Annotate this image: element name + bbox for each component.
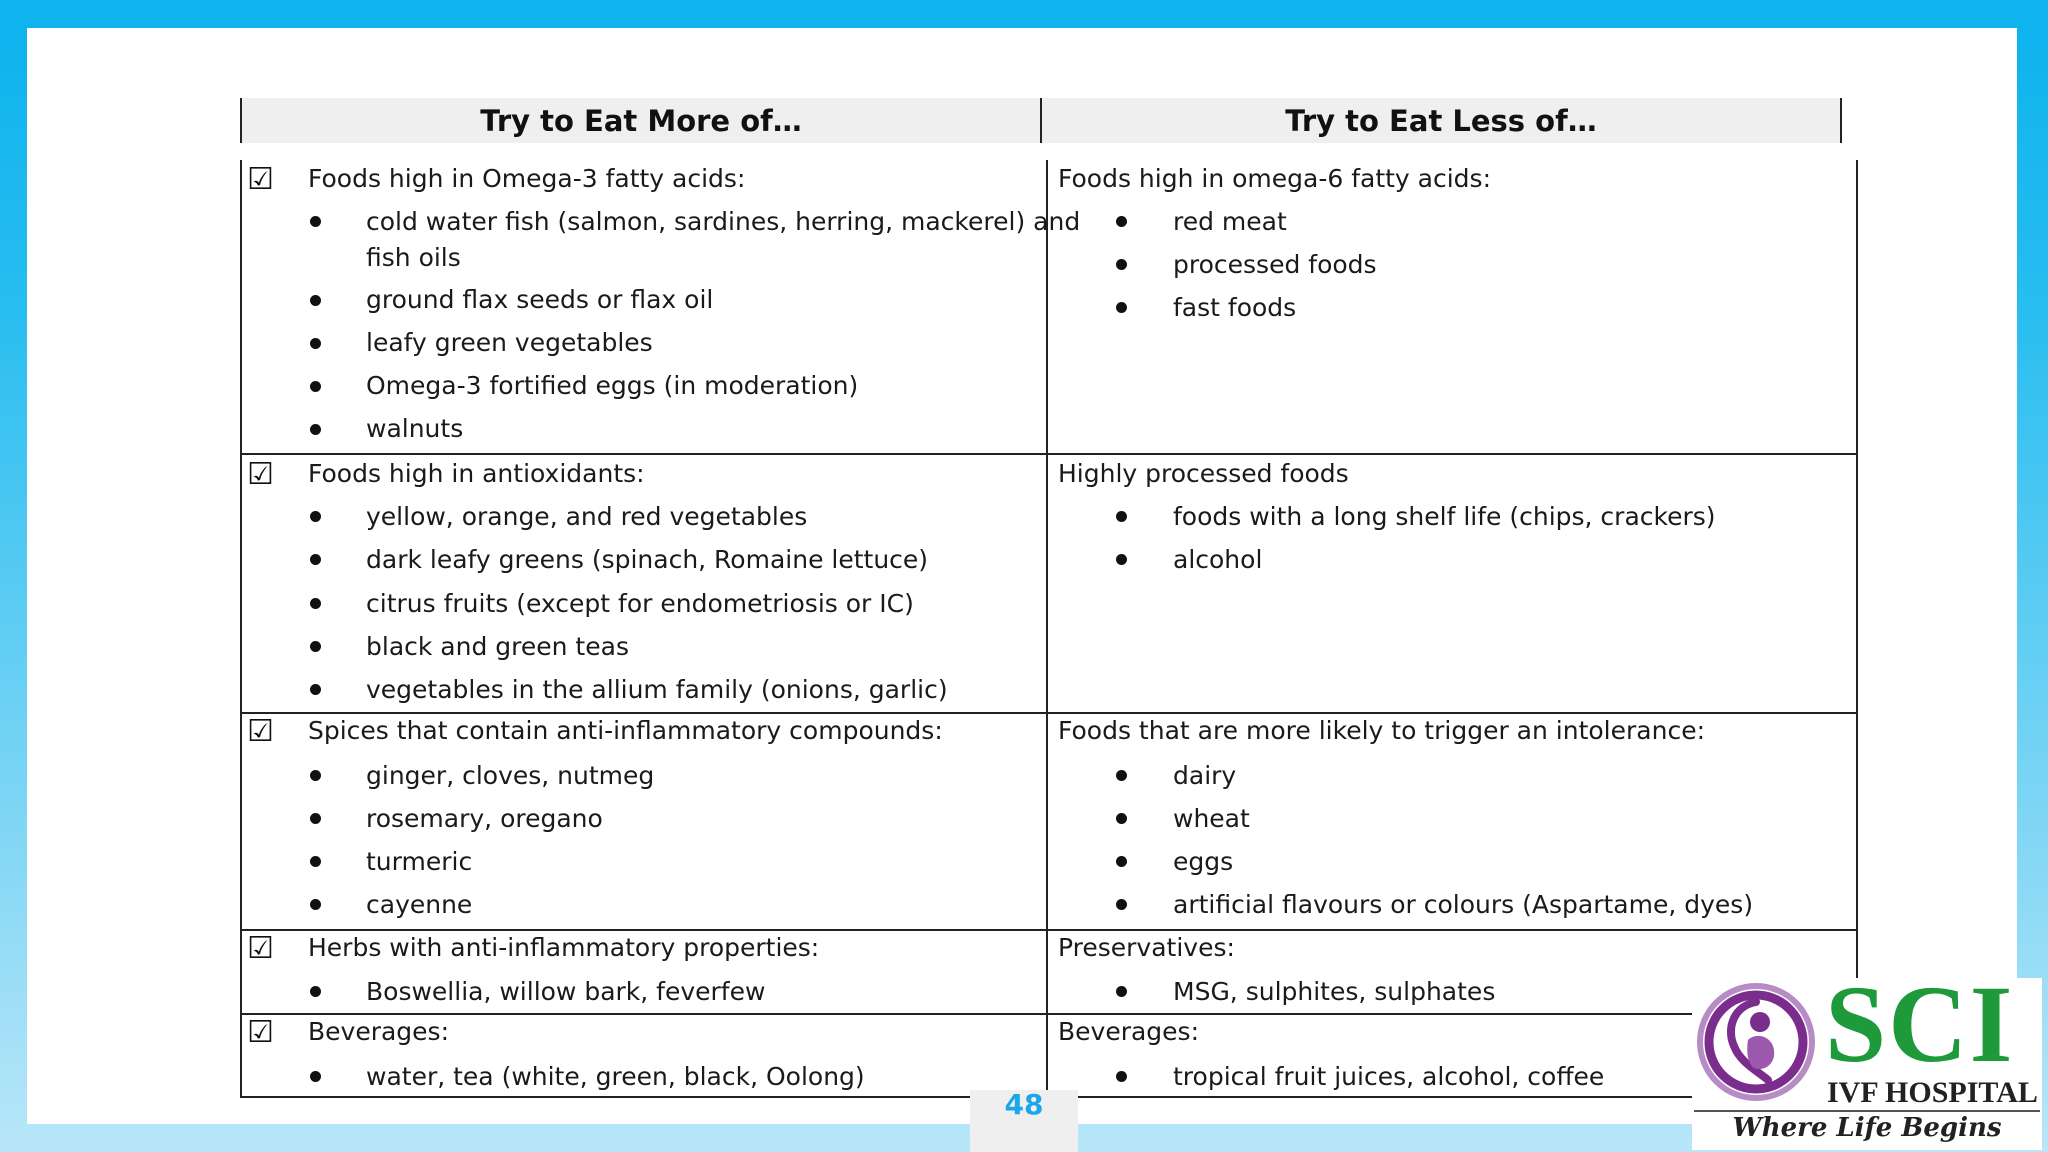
bullet-icon [310,770,321,781]
checkbox-icon: ☑ [247,931,274,966]
logo-divider [1694,1110,2040,1112]
header-eat-more: Try to Eat More of… [480,103,802,138]
bullet-icon [310,899,321,910]
mother-child-emblem-icon [1694,980,1818,1104]
table-row-spices [242,714,1856,931]
list-item: wheat [1173,804,1250,833]
list-item: turmeric [366,847,473,876]
bullet-icon [1116,511,1127,522]
less-heading: Highly processed foods [1058,459,1349,488]
bullet-icon [1116,899,1127,910]
list-item: artificial flavours or colours (Aspartame, dyes) [1173,890,1754,919]
bullet-icon [310,511,321,522]
list-item: red meat [1173,207,1287,236]
bullet-icon [1116,856,1127,867]
list-item: Boswellia, willow bark, feverfew [366,977,766,1006]
bullet-icon [310,813,321,824]
list-item: Omega-3 fortified eggs (in moderation) [366,371,859,400]
table-header-row [240,98,1842,143]
bullet-icon [310,598,321,609]
more-heading: Foods high in antioxidants: [308,459,645,488]
bullet-icon [310,424,321,435]
more-heading: Spices that contain anti-inflammatory compounds: [308,716,943,745]
list-item: MSG, sulphites, sulphates [1173,977,1496,1006]
less-heading: Foods high in omega-6 fatty acids: [1058,164,1491,193]
list-item: ginger, cloves, nutmeg [366,761,655,790]
less-heading: Preservatives: [1058,933,1235,962]
list-item: fast foods [1173,293,1297,322]
bullet-icon [310,684,321,695]
list-item: leafy green vegetables [366,328,653,357]
bullet-icon [310,554,321,565]
bullet-icon [1116,770,1127,781]
list-item: rosemary, oregano [366,804,603,833]
list-item: yellow, orange, and red vegetables [366,502,808,531]
table-row-beverages [242,1015,1856,1098]
bullet-icon [310,986,321,997]
table-row-herbs [242,931,1856,1015]
checkbox-icon: ☑ [247,714,274,749]
bullet-icon [310,856,321,867]
less-heading: Beverages: [1058,1017,1200,1046]
table-row-omega [242,160,1856,455]
list-item: tropical fruit juices, alcohol, coffee [1173,1062,1605,1091]
list-item: processed foods [1173,250,1377,279]
bullet-icon [1116,216,1127,227]
table-row-antioxidants [242,455,1856,714]
bullet-icon [1116,554,1127,565]
list-item: alcohol [1173,545,1263,574]
sci-ivf-logo [1692,963,2042,1150]
list-item: dairy [1173,761,1237,790]
checkbox-icon: ☑ [247,457,274,492]
logo-subtitle: IVF HOSPITAL [1827,1076,2038,1109]
list-item: eggs [1173,847,1234,876]
list-item: water, tea (white, green, black, Oolong) [366,1062,865,1091]
bullet-icon [310,295,321,306]
list-item: fish oils [366,243,461,272]
checkbox-icon: ☑ [247,1015,274,1050]
bullet-icon [1116,986,1127,997]
bullet-icon [310,1071,321,1082]
checkbox-icon: ☑ [247,162,274,197]
bullet-icon [1116,259,1127,270]
more-heading: Herbs with anti-inflammatory properties: [308,933,820,962]
bullet-icon [310,381,321,392]
logo-tagline: Where Life Begins [1732,1113,2002,1143]
page-number-tab [970,1090,1078,1152]
header-eat-less: Try to Eat Less of… [1040,98,1840,143]
more-heading: Foods high in Omega-3 fatty acids: [308,164,746,193]
bullet-icon [310,216,321,227]
list-item: vegetables in the allium family (onions, garlic) [366,675,948,704]
list-item: citrus fruits (except for endometriosis or IC) [366,589,914,618]
list-item: black and green teas [366,632,629,661]
list-item: ground flax seeds or flax oil [366,285,714,314]
list-item: cayenne [366,890,473,919]
logo-name: SCI [1825,963,2015,1085]
less-heading: Foods that are more likely to trigger an intolerance: [1058,716,1705,745]
list-item: dark leafy greens (spinach, Romaine lettuce) [366,545,929,574]
bullet-icon [1116,813,1127,824]
list-item: walnuts [366,414,464,443]
page-number: 48 [1004,1088,1044,1121]
more-heading: Beverages: [308,1017,450,1046]
bullet-icon [310,641,321,652]
diet-table [240,160,1858,1098]
bullet-icon [1116,1071,1127,1082]
bullet-icon [310,338,321,349]
bullet-icon [1116,302,1127,313]
list-item: cold water fish (salmon, sardines, herring, mackerel) and [366,207,1081,236]
list-item: foods with a long shelf life (chips, crackers) [1173,502,1716,531]
